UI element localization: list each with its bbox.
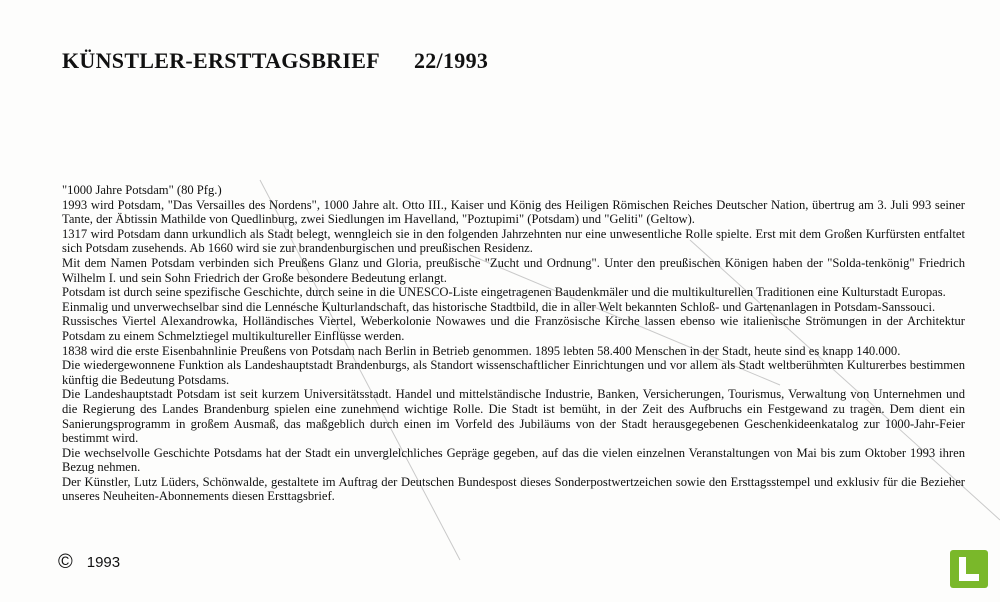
paragraph: Die Landeshauptstadt Potsdam ist seit kurzem Universitätsstadt. Handel und mittelständische Industrie, Banken, Versicherungen, Tourismus, Verwaltung von Unternehmen und die Regierung des Landes Brandenburg spielen eine zunehmend wichtige Rolle. Die Stadt ist bemüht, in der Zeit des Aufbruchs ein Festgewand zu tragen. Dem dient ein Sanierungsprogramm in großem Ausmaß, das maßgeblich durch einen im Vorfeld des Jubiläums von der Stadt herausgegebenen Geschenkideenkatalog zur 1000-Jahr-Feier bestimmt wird. (62, 387, 965, 446)
copyright-line (58, 552, 120, 572)
paragraph: Die wechselvolle Geschichte Potsdams hat der Stadt ein unverglelchliches Gepräge gegeben, auf das die vielen einzelnen Veranstaltungen von Mai bis zum Oktober 1993 ihren Bezug nehmen. (62, 445, 965, 475)
paragraph: Der Künstler, Lutz Lüders, Schönwalde, gestaltete im Auftrag der Deutschen Bundespost dieses Sonderpostwertzeichen sowie den Ersttagsstempel und exklusiv für die Bezieher unseres Neuheiten-Abonnements diesen Ersttagsbrief. (62, 474, 965, 504)
copyright-year: 1993 (86, 553, 121, 571)
paragraph: 1838 wird die erste Eisenbahnlinie Preußens von Potsdam nach Berlin in Betrieb genommen. 1895 lebten 58.400 Menschen in der Stadt, heute sind es knapp 140.000. (62, 343, 901, 358)
letter-title (62, 48, 488, 74)
paragraph: 1317 wird Potsdam dann urkundlich als Stadt belegt, wenngleich sie in den folgenden Jahrzehnten nur eine unwesentliche Rolle spielte. Erst mit dem Großen Kurfürsten entfaltet sich Potsdam zusehends. Ab 1660 wird sie zur brandenburgischen und preußischen Residenz. (62, 226, 965, 256)
paragraph: "1000 Jahre Potsdam" (80 Pfg.) (62, 183, 222, 197)
lastdodo-logo-icon (950, 550, 988, 588)
paragraph: 1993 wird Potsdam, "Das Versailles des Nordens", 1000 Jahre alt. Otto III., Kaiser und König des Heiligen Römischen Reiches Deutscher Nation, übertrug am 3. Juli 993 seiner Tante, der Äbtissin Mathilde von Quedlinburg, zwei Siedlungen im Havelland, "Poztupimi" (Potsdam) und "Geliti" (Geltow). (62, 197, 965, 227)
paragraph: Einmalig und unverwechselbar sind die Lennésche Kulturlandschaft, das historische Stadtbild, die in aller Welt bekannten Schloß- und Gartenanlagen in Potsdam-Sanssouci. (62, 299, 936, 314)
paragraph: Russisches Viertel Alexandrowka, Holländisches Viertel, Weberkolonie Nowawes und die Französische Kirche lassen ebenso wie italienische Strömungen in der Architektur Potsdam zu einem Schmelztiegel multikultureller Einflüsse werden. (62, 314, 965, 343)
letter-body (62, 183, 965, 504)
issue-number: 22/1993 (413, 48, 489, 73)
title-text: KÜNSTLER-ERSTTAGSBRIEF (62, 48, 380, 73)
copyright-icon: © (58, 551, 73, 573)
paragraph: Potsdam ist durch seine spezifische Geschichte, durch seine in die UNESCO-Liste eingetragenen Baudenkmäler und die multikulturellen Traditionen eine Kulturstadt Europas. (62, 285, 946, 300)
paragraph: Die wiedergewonnene Funktion als Landeshauptstadt Brandenburgs, als Standort wissenschaftlicher Einrichtungen und vor allem als Stadt weltberühmten Kulturerbes bestimmen künftig die Bedeutung Potsdams. (62, 358, 965, 387)
paragraph: Mit dem Namen Potsdam verbinden sich Preußens Glanz und Gloria, preußische "Zucht und Ordnung". Unter den preußischen Königen haben der "Solda-tenkönig" Friedrich Wilhelm I. und sein Sohn Friedrich der Große besondere Bedeutung erlangt. (62, 255, 965, 285)
